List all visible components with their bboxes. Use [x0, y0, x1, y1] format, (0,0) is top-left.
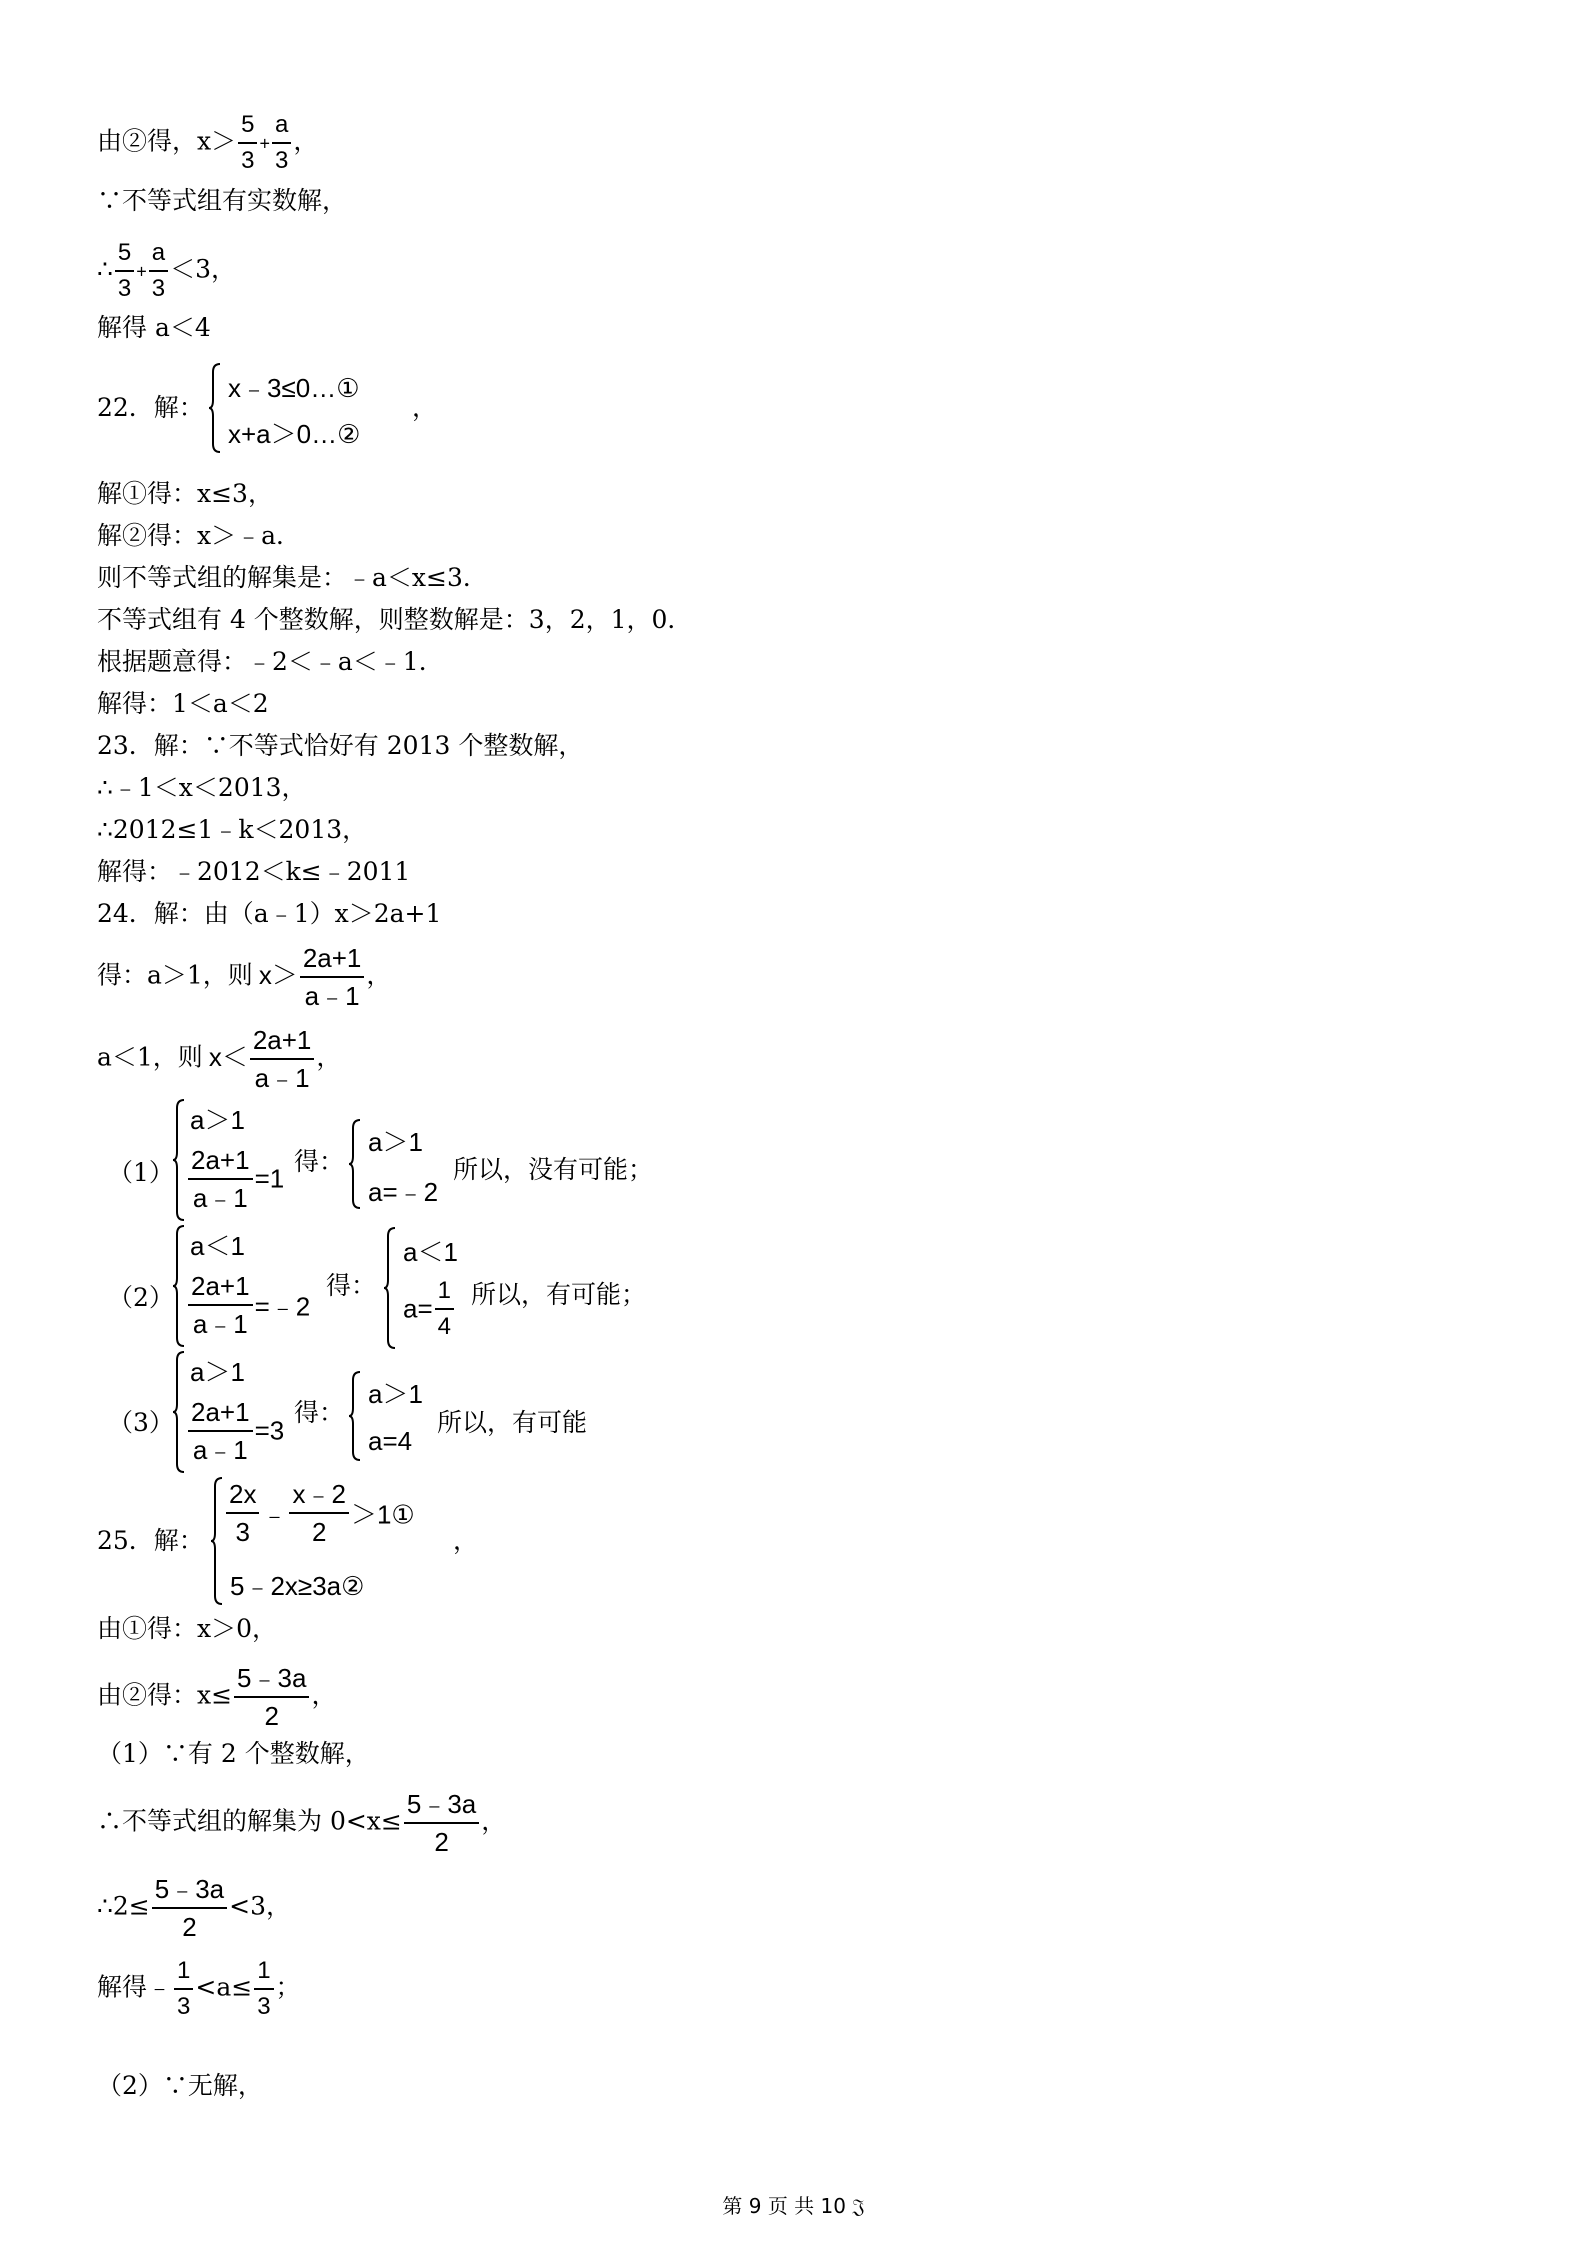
q22-line: 根据题意得：﹣2＜﹣a＜﹣1．: [97, 647, 444, 676]
text: 解得﹣: [97, 1972, 173, 2002]
system-row-1: a＜1: [190, 1231, 245, 1261]
math-text: x＜: [208, 1041, 248, 1072]
text: a＜1，则: [97, 1042, 203, 1072]
system-row-1: x﹣3≤0…①: [228, 373, 360, 403]
denominator: 2: [311, 1517, 327, 1547]
denominator: 2: [264, 1701, 279, 1731]
line-a-less-4: 解得 a＜4: [97, 313, 211, 342]
result-row-1: a＜1: [403, 1237, 458, 1267]
system-row-1: a＞1: [190, 1105, 245, 1135]
denominator: a﹣1: [192, 1309, 248, 1339]
q22-line: 解得：1＜a＜2: [97, 689, 269, 718]
fraction: [289, 1476, 348, 1550]
system-row-2: [186, 1394, 284, 1468]
q25-result: [97, 1954, 301, 2024]
fraction: [188, 1394, 253, 1468]
line-has-solution: ∵不等式组有实数解，: [97, 186, 348, 215]
q25-range: [97, 1871, 291, 1945]
text: 得：: [294, 1147, 345, 1176]
fraction: [174, 1954, 193, 2024]
line-from-eq2: [97, 108, 318, 178]
result-row-1: a＞1: [368, 1379, 423, 1409]
numerator: 5: [238, 108, 257, 144]
numerator: 5﹣3a: [152, 1871, 227, 1909]
q23-line: 23．解：∵不等式恰好有 2013 个整数解，: [97, 731, 584, 760]
numerator: 2a+1: [188, 1268, 253, 1306]
denominator: 3: [151, 275, 166, 302]
denominator: 2: [182, 1912, 197, 1942]
case-3-result: [348, 1370, 438, 1462]
fraction: [152, 1871, 227, 1945]
fraction: [115, 236, 134, 306]
left-brace-icon: [208, 362, 222, 454]
fraction: [272, 108, 291, 178]
fraction: [234, 1660, 309, 1734]
left-brace-icon: [172, 1224, 186, 1348]
denominator: 3: [235, 1517, 250, 1547]
left-brace-icon: [172, 1098, 186, 1222]
q22-system: [208, 362, 428, 454]
numerator: 2a+1: [250, 1022, 315, 1060]
q25-line: 由①得：x＞0，: [97, 1614, 278, 1643]
system-row-1: a＞1: [190, 1357, 245, 1387]
fraction: [188, 1268, 253, 1342]
text: ，: [293, 126, 319, 156]
text: ；: [275, 1972, 301, 2002]
math-text: =1: [254, 1163, 285, 1194]
left-brace-icon: [348, 1118, 362, 1210]
case-tag: （3）: [108, 1408, 174, 1437]
left-brace-icon: [172, 1350, 186, 1474]
case-2-system: [172, 1224, 342, 1348]
math-text: =3: [254, 1415, 285, 1446]
case-tag: （2）: [108, 1283, 174, 1312]
fraction: [250, 1022, 315, 1096]
text: ∴2≤: [97, 1891, 150, 1921]
numerator: 5﹣3a: [234, 1660, 309, 1698]
plus-sign: +: [136, 261, 147, 282]
text: ，: [311, 1680, 337, 1710]
plus-sign: +: [259, 133, 270, 154]
numerator: x﹣2: [289, 1476, 348, 1514]
fraction: [404, 1786, 479, 1860]
text: <3，: [229, 1891, 292, 1921]
q25-line: （1）∵有 2 个整数解，: [97, 1739, 370, 1768]
left-brace-icon: [348, 1370, 362, 1462]
q25-solution-set: [97, 1786, 506, 1860]
denominator: 3: [241, 147, 255, 174]
denominator: 4: [437, 1313, 452, 1340]
text: ，: [481, 1806, 507, 1836]
q25-line: （2）∵无解，: [97, 2071, 263, 2100]
q25-from-eq2: [97, 1660, 336, 1734]
q22-line: 解①得：x≤3，: [97, 479, 273, 508]
q22-line: 则不等式组的解集是：﹣a＜x≤3．: [97, 563, 488, 592]
numerator: 2a+1: [188, 1394, 253, 1432]
text: ，: [453, 1526, 479, 1555]
denominator: 3: [257, 1993, 271, 2020]
text: ∴不等式组的解集为 0<x≤: [97, 1806, 402, 1836]
denominator: a﹣1: [192, 1183, 248, 1213]
fraction: [254, 1954, 273, 2024]
denominator: a﹣1: [254, 1063, 310, 1093]
fraction: [435, 1274, 454, 1344]
text: 得：: [294, 1398, 345, 1427]
result-row-2: a=﹣2: [368, 1177, 439, 1207]
q24-case-a-lt-1: [97, 1022, 341, 1096]
q22-line: 不等式组有 4 个整数解，则整数解是：3，2，1，0．: [97, 605, 693, 634]
q24-line: 24．解：由（a﹣1）x＞2a+1: [97, 899, 442, 928]
numerator: 2a+1: [188, 1142, 253, 1180]
q25-label: 25．解：: [97, 1526, 204, 1555]
text: ，: [316, 1042, 342, 1072]
denominator: 2: [434, 1827, 449, 1857]
q23-line: 解得：﹣2012＜k≤﹣2011: [97, 857, 411, 886]
math-text: ＞1①: [350, 1499, 415, 1530]
denominator: a﹣1: [304, 981, 360, 1011]
system-row-2: x+a＞0…②: [228, 419, 361, 449]
text: ＜3，: [170, 254, 237, 284]
text: 由②得：x≤: [97, 1680, 233, 1710]
case-1-result: [348, 1118, 468, 1210]
q23-line: ∴2012≤1﹣k＜2013，: [97, 815, 368, 844]
numerator: a: [149, 236, 168, 272]
denominator: 3: [274, 147, 289, 174]
denominator: a﹣1: [192, 1435, 248, 1465]
math-text: ﹣: [261, 1499, 288, 1530]
system-row-2: 5﹣2x≥3a②: [230, 1571, 365, 1601]
line-therefore-ineq: [97, 236, 236, 306]
numerator: 5﹣3a: [404, 1786, 479, 1824]
conclusion: 所以，没有可能；: [453, 1155, 654, 1184]
fraction: [188, 1142, 253, 1216]
math-text: a=: [403, 1293, 433, 1324]
result-row-2: a=4: [368, 1426, 413, 1456]
result-row-2: [403, 1274, 456, 1344]
system-row-1: [224, 1476, 415, 1550]
q22-line: 解②得：x＞﹣a．: [97, 521, 302, 550]
numerator: a: [272, 108, 291, 144]
denominator: 3: [177, 1993, 191, 2020]
system-row-2: [186, 1142, 284, 1216]
case-2-result: [383, 1226, 483, 1350]
q24-case-a-gt-1: [97, 940, 391, 1014]
case-tag: （1）: [108, 1158, 174, 1187]
numerator: 2x: [226, 1476, 259, 1514]
denominator: 3: [117, 275, 132, 302]
conclusion: 所以，有可能: [437, 1408, 588, 1437]
fraction: [149, 236, 168, 306]
math-text: =﹣2: [254, 1291, 311, 1322]
numerator: 1: [254, 1954, 273, 1990]
q22-label: 22．解：: [97, 393, 204, 422]
fraction: [226, 1476, 259, 1550]
system-row-2: [186, 1268, 310, 1342]
numerator: 1: [174, 1954, 193, 1990]
text: ，: [412, 393, 438, 422]
math-text: x＞: [258, 959, 298, 990]
text: <a≤: [195, 1972, 253, 2002]
text: 得：: [326, 1271, 377, 1300]
numerator: 5: [115, 236, 134, 272]
page-footer: 第 9 页 共 10 𝔍: [722, 2194, 865, 2218]
fraction: [300, 940, 365, 1014]
text: 由②得，x＞: [97, 126, 237, 156]
q25-system: [210, 1476, 470, 1606]
numerator: 1: [435, 1274, 454, 1310]
fraction: [238, 108, 257, 178]
result-row-1: a＞1: [368, 1127, 423, 1157]
numerator: 2a+1: [300, 940, 365, 978]
left-brace-icon: [383, 1226, 397, 1350]
text: ∴: [97, 254, 113, 284]
conclusion: 所以，有可能；: [471, 1280, 647, 1309]
text: 得：a＞1，则: [97, 960, 253, 990]
q23-line: ∴﹣1＜x＜2013，: [97, 773, 307, 802]
left-brace-icon: [210, 1476, 224, 1606]
text: ，: [366, 960, 392, 990]
